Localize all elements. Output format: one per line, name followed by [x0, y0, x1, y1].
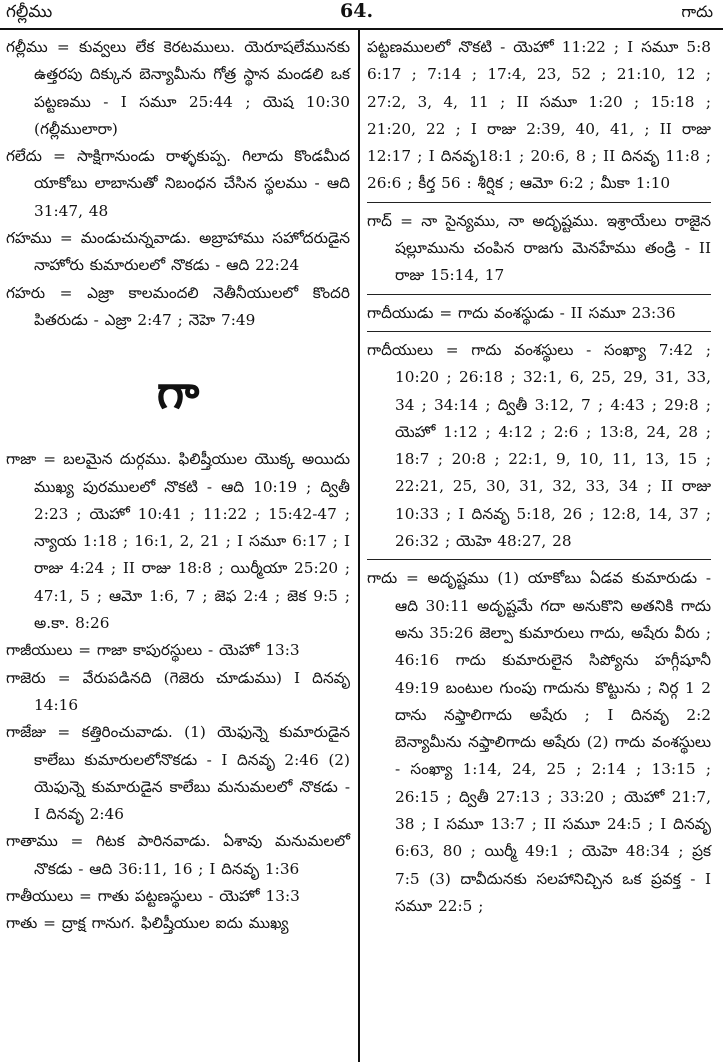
- left-column: [6, 34, 350, 938]
- header-rule: [0, 28, 723, 30]
- dictionary-entry: గహరు = ఎజ్రా కాలమందలి నెతీనీయులలో కొందరి పితరుడు - ఎజ్రా 2:47 ; నెహె 7:49: [6, 283, 350, 329]
- dictionary-entry: గాతీయులు = గాతు పట్టణస్థులు - యెహో 13:3: [6, 887, 300, 906]
- dictionary-entry-continuation: పట్టణములలో నొకటి - యెహో 11:22 ; I సమూ 5:8 6:17 ; 7:14 ; 17:4, 23, 52 ; 21:10, 12 ; 27:2, 3, 4, 11 ; II సమూ 1:20 ; 15:18 ; 21:20, 22 ; I రాజు 2:39, 40, 41, ; II రాజు 12:17 ; I దినవృ18:1 ; 20:6, 8 ; II దినవృ 11:8 ; 26:6 ; కీర్త 56 : శీర్షిక ; ఆమో 6:2 ; మీకా 1:10: [367, 38, 711, 193]
- dictionary-entry: గాజేజు = కత్తిరించువాడు. (1) యెఫున్నె కుమారుడైన కాలేబు కుమారులలోనొకడు - I దినవృ 2:46 (2) యెఫున్నె కుమారుడైన కాలేబు మనుమలలో నొకడు - I దినవృ 2:46: [6, 723, 350, 824]
- dictionary-entry: గాజా = బలమైన దుర్గము. ఫిలిష్తీయుల యొక్క అయిదు ముఖ్య పురములలో నొకటి - ఆది 10:19 ; ద్వితీ 2:23 ; యెహో 10:41 ; 11:22 ; 15:42-47 ; న్యాయ 1:18 ; 16:1, 2, 21 ; I సమూ 6:17 ; I రాజు 4:24 ; II రాజు 18:8 ; యిర్మీయా 25:20 ; 47:1, 5 ; ఆమో 1:6, 7 ; జెఫ 2:4 ; జెక 9:5 ; అ.కా. 8:26: [6, 450, 350, 633]
- page-number: 64.: [340, 0, 374, 22]
- entry-separator: [367, 294, 711, 295]
- page-header: [0, 0, 723, 30]
- dictionary-entry: గాజీయులు = గాజా కాపురస్థులు - యెహో 13:3: [6, 641, 300, 660]
- dictionary-entry: గల్లీము = కువ్వలు లేక కెరటములు. యెరూషలేమునకు ఉత్తరపు దిక్కున బెన్యామీను గోత్ర స్థాన మండలి ఒక పట్టణము - I సమూ 25:44 ; యెష 10:30 (గల్లీములారా): [6, 38, 350, 138]
- header-left-guideword: గల్లీము: [6, 2, 53, 22]
- section-letter-heading: గా: [156, 365, 200, 420]
- dictionary-entry: గాద్ = నా సైన్యము, నా అదృష్టము. ఇశ్రాయేలు రాజైన షల్లూమును చంపిన రాజగు మెనహేము తండ్రి - II రాజు 15:14, 17: [367, 211, 711, 285]
- dictionary-entry: గాదీయుడు = గాదు వంశస్థుడు - II సమూ 23:36: [367, 303, 676, 322]
- entry-separator: [367, 202, 711, 203]
- dictionary-entry: గహము = మండుచున్నవాడు. అబ్రాహాము సహోదరుడైన నాహోరు కుమారులలో నొకడు - ఆది 22:24: [6, 229, 350, 275]
- dictionary-entry: గాజెరు = వేరుపడినది (గెజెరు చూడుము) I దినవృ 14:16: [6, 668, 350, 714]
- dictionary-entry: గాదు = అదృష్టము (1) యాకోబు ఏడవ కుమారుడు - ఆది 30:11 అదృష్టమే గదా అనుకొని అతనికి గాదు అను 35:26 జెల్పా కుమారులు గాదు, అషేరు వీరు ; 46:16 గాదు కుమారులైన సిప్యోను హగ్గీషూనీ 49:19 బంటుల గుంపు గాదును కొట్టును ; నిర్గ 1 2 దాను నఫ్తాలిగాదు అషేరు ; I దినవృ 2:2 బెన్యామీను నఫ్తాలిగాదు అషేరు (2) గాదు వంశస్థులు - సంఖ్యా 1:14, 24, 25 ; 2:14 ; 13:15 ; 26:15 ; ద్వితీ 27:13 ; 33:20 ; యెహో 21:7, 38 ; I సమూ 13:7 ; II సమూ 24:5 ; I దినవృ 6:63, 80 ; యిర్మీ 49:1 ; యెహె 48:34 ; ప్రక 7:5 (3) దావీదునకు సలహానిచ్చిన ఒక ప్రవక్త - I సమూ 22:5 ;: [367, 569, 711, 915]
- dictionary-entry: గలేదు = సాక్షిగానుండు రాళ్ళకుప్ప. గిలాదు కొండమీద యాకోబు లాబానుతో నిబంధన చేసిన స్థలము - ఆది 31:47, 48: [6, 147, 350, 220]
- dictionary-entry: గాతాము = గిటక పారినవాడు. ఏశావు మనుమలలో నొకడు - ఆది 36:11, 16 ; I దినవృ 1:36: [6, 832, 350, 878]
- dictionary-entry: గాదీయులు = గాదు వంశస్థులు - సంఖ్యా 7:42 ; 10:20 ; 26:18 ; 32:1, 6, 25, 29, 31, 33, 34 ; 34:14 ; ద్వితీ 3:12, 7 ; 4:43 ; 29:8 ; యెహో 1:12 ; 4:12 ; 2:6 ; 13:8, 24, 28 ; 18:7 ; 20:8 ; 22:1, 9, 10, 11, 13, 15 ; 22:21, 25, 30, 31, 32, 33, 34 ; II రాజు 10:33 ; I దినవృ 5:18, 26 ; 12:8, 14, 37 ; 26:32 ; యెహె 48:27, 28: [367, 340, 711, 551]
- entry-separator: [367, 331, 711, 332]
- dictionary-entry: గాతు = ద్రాక్ష గానుగ. ఫిలిష్తీయుల ఐదు ముఖ్య: [6, 914, 289, 933]
- column-divider: [358, 30, 360, 1062]
- entry-separator: [367, 559, 711, 560]
- right-column: [367, 34, 711, 920]
- header-right-guideword: గాదు: [681, 2, 713, 21]
